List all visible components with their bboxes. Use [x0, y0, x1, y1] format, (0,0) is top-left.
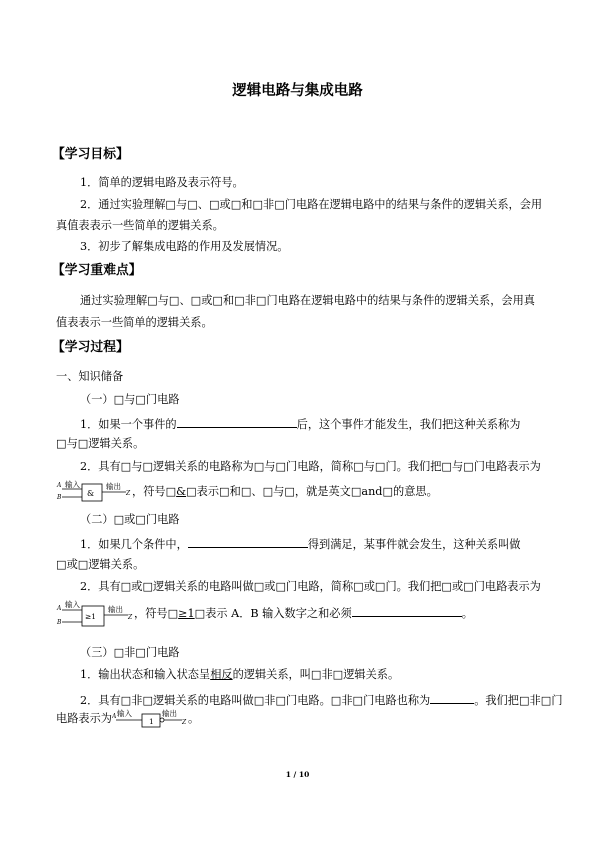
goal-2-cont: 真值表表示一些简单的逻辑关系。	[56, 219, 224, 232]
not-gate-diagram	[112, 708, 188, 730]
or-gate-symbol: ≥1	[85, 612, 97, 621]
and-gate-input-label: 输入	[65, 480, 80, 489]
not-gate-symbol: 1	[148, 717, 154, 726]
goals-heading: 【学习目标】	[52, 147, 129, 162]
not-gate-subheading: （三）□非□门电路	[80, 646, 180, 659]
or-line-4: A 输入 B ≥1 输出 Z ，符号□≥1□表示 A．B 输入数字之和必须 。	[56, 599, 473, 629]
document-title: 逻辑电路与集成电路	[232, 83, 363, 99]
and-gate-input-a: A	[57, 482, 62, 489]
or-gate-input-b: B	[57, 619, 62, 626]
or-answer-blank-2[interactable]	[352, 604, 462, 617]
and-line-4: A 输入 B & 输出 Z ，符号□&□表示□和□、□与□，就是英文□and□的意思。	[56, 478, 438, 506]
page-number: 1 / 10	[285, 770, 310, 779]
or-answer-blank-1[interactable]	[188, 535, 308, 548]
and-answer-blank[interactable]	[177, 415, 297, 428]
or-gate-input-label: 输入	[65, 600, 80, 609]
not-gate-output-z: Z	[181, 719, 187, 726]
and-gate-diagram	[56, 478, 132, 506]
or-line-3: 2．具有□或□逻辑关系的电路叫做□或□门电路，简称□或□门。我们把□或□门电路表示为	[80, 580, 541, 593]
and-gate-input-b: B	[57, 494, 62, 501]
process-heading: 【学习过程】	[52, 340, 129, 355]
and-line-1: 1．如果一个事件的 后，这个事件才能发生，我们把这种关系称为	[80, 415, 520, 432]
goal-3: 3．初步了解集成电路的作用及发展情况。	[80, 240, 289, 253]
not-gate-input-label: 输入	[116, 709, 132, 718]
and-gate-symbol: &	[87, 489, 95, 498]
or-gate-input-a: A	[57, 605, 62, 612]
or-gate-output-z: Z	[128, 614, 133, 621]
or-line-1: 1．如果几个条件中， 得到满足，某事件就会发生，这种关系叫做	[80, 535, 520, 552]
or-gate-output-label: 输出	[108, 605, 123, 614]
not-line-2: 2．具有□非□逻辑关系的电路叫做□非□门电路。□非□门电路也称为 。我们把□非□门	[80, 691, 563, 708]
and-line-3: 2．具有□与□逻辑关系的电路称为□与□门电路，简称□与□门。我们把□与□门电路表示为	[80, 460, 541, 473]
key-point-line-1: 通过实验理解□与□、□或□和□非□门电路在逻辑电路中的结果与条件的逻辑关系，会用真	[80, 294, 535, 307]
and-gate-output-z: Z	[126, 490, 131, 497]
or-gate-diagram	[56, 599, 134, 629]
key-point-line-2: 值表表示一些简单的逻辑关系。	[56, 316, 213, 329]
not-answer-blank[interactable]	[430, 691, 474, 704]
not-gate-input-a: A	[111, 713, 117, 720]
or-line-2: □或□逻辑关系。	[56, 558, 145, 571]
key-points-heading: 【学习重难点】	[52, 263, 142, 278]
and-gate-subheading: （一）□与□门电路	[80, 393, 180, 406]
not-line-3: 电路表示为 A 输入 1 输出 Z 。	[56, 706, 199, 732]
part1-heading: 一、知识储备	[56, 370, 124, 383]
and-gate-output-label: 输出	[106, 482, 121, 491]
goal-2: 2．通过实验理解□与□、□或□和□非□门电路在逻辑电路中的结果与条件的逻辑关系，会用	[80, 198, 543, 211]
not-gate-output-label: 输出	[161, 709, 177, 718]
not-line-1: 1．输出状态和输入状态呈相反的逻辑关系，叫□非□逻辑关系。	[80, 668, 400, 681]
or-gate-subheading: （二）□或□门电路	[80, 513, 180, 526]
goal-1: 1．简单的逻辑电路及表示符号。	[80, 176, 244, 189]
and-line-2: □与□逻辑关系。	[56, 437, 145, 450]
